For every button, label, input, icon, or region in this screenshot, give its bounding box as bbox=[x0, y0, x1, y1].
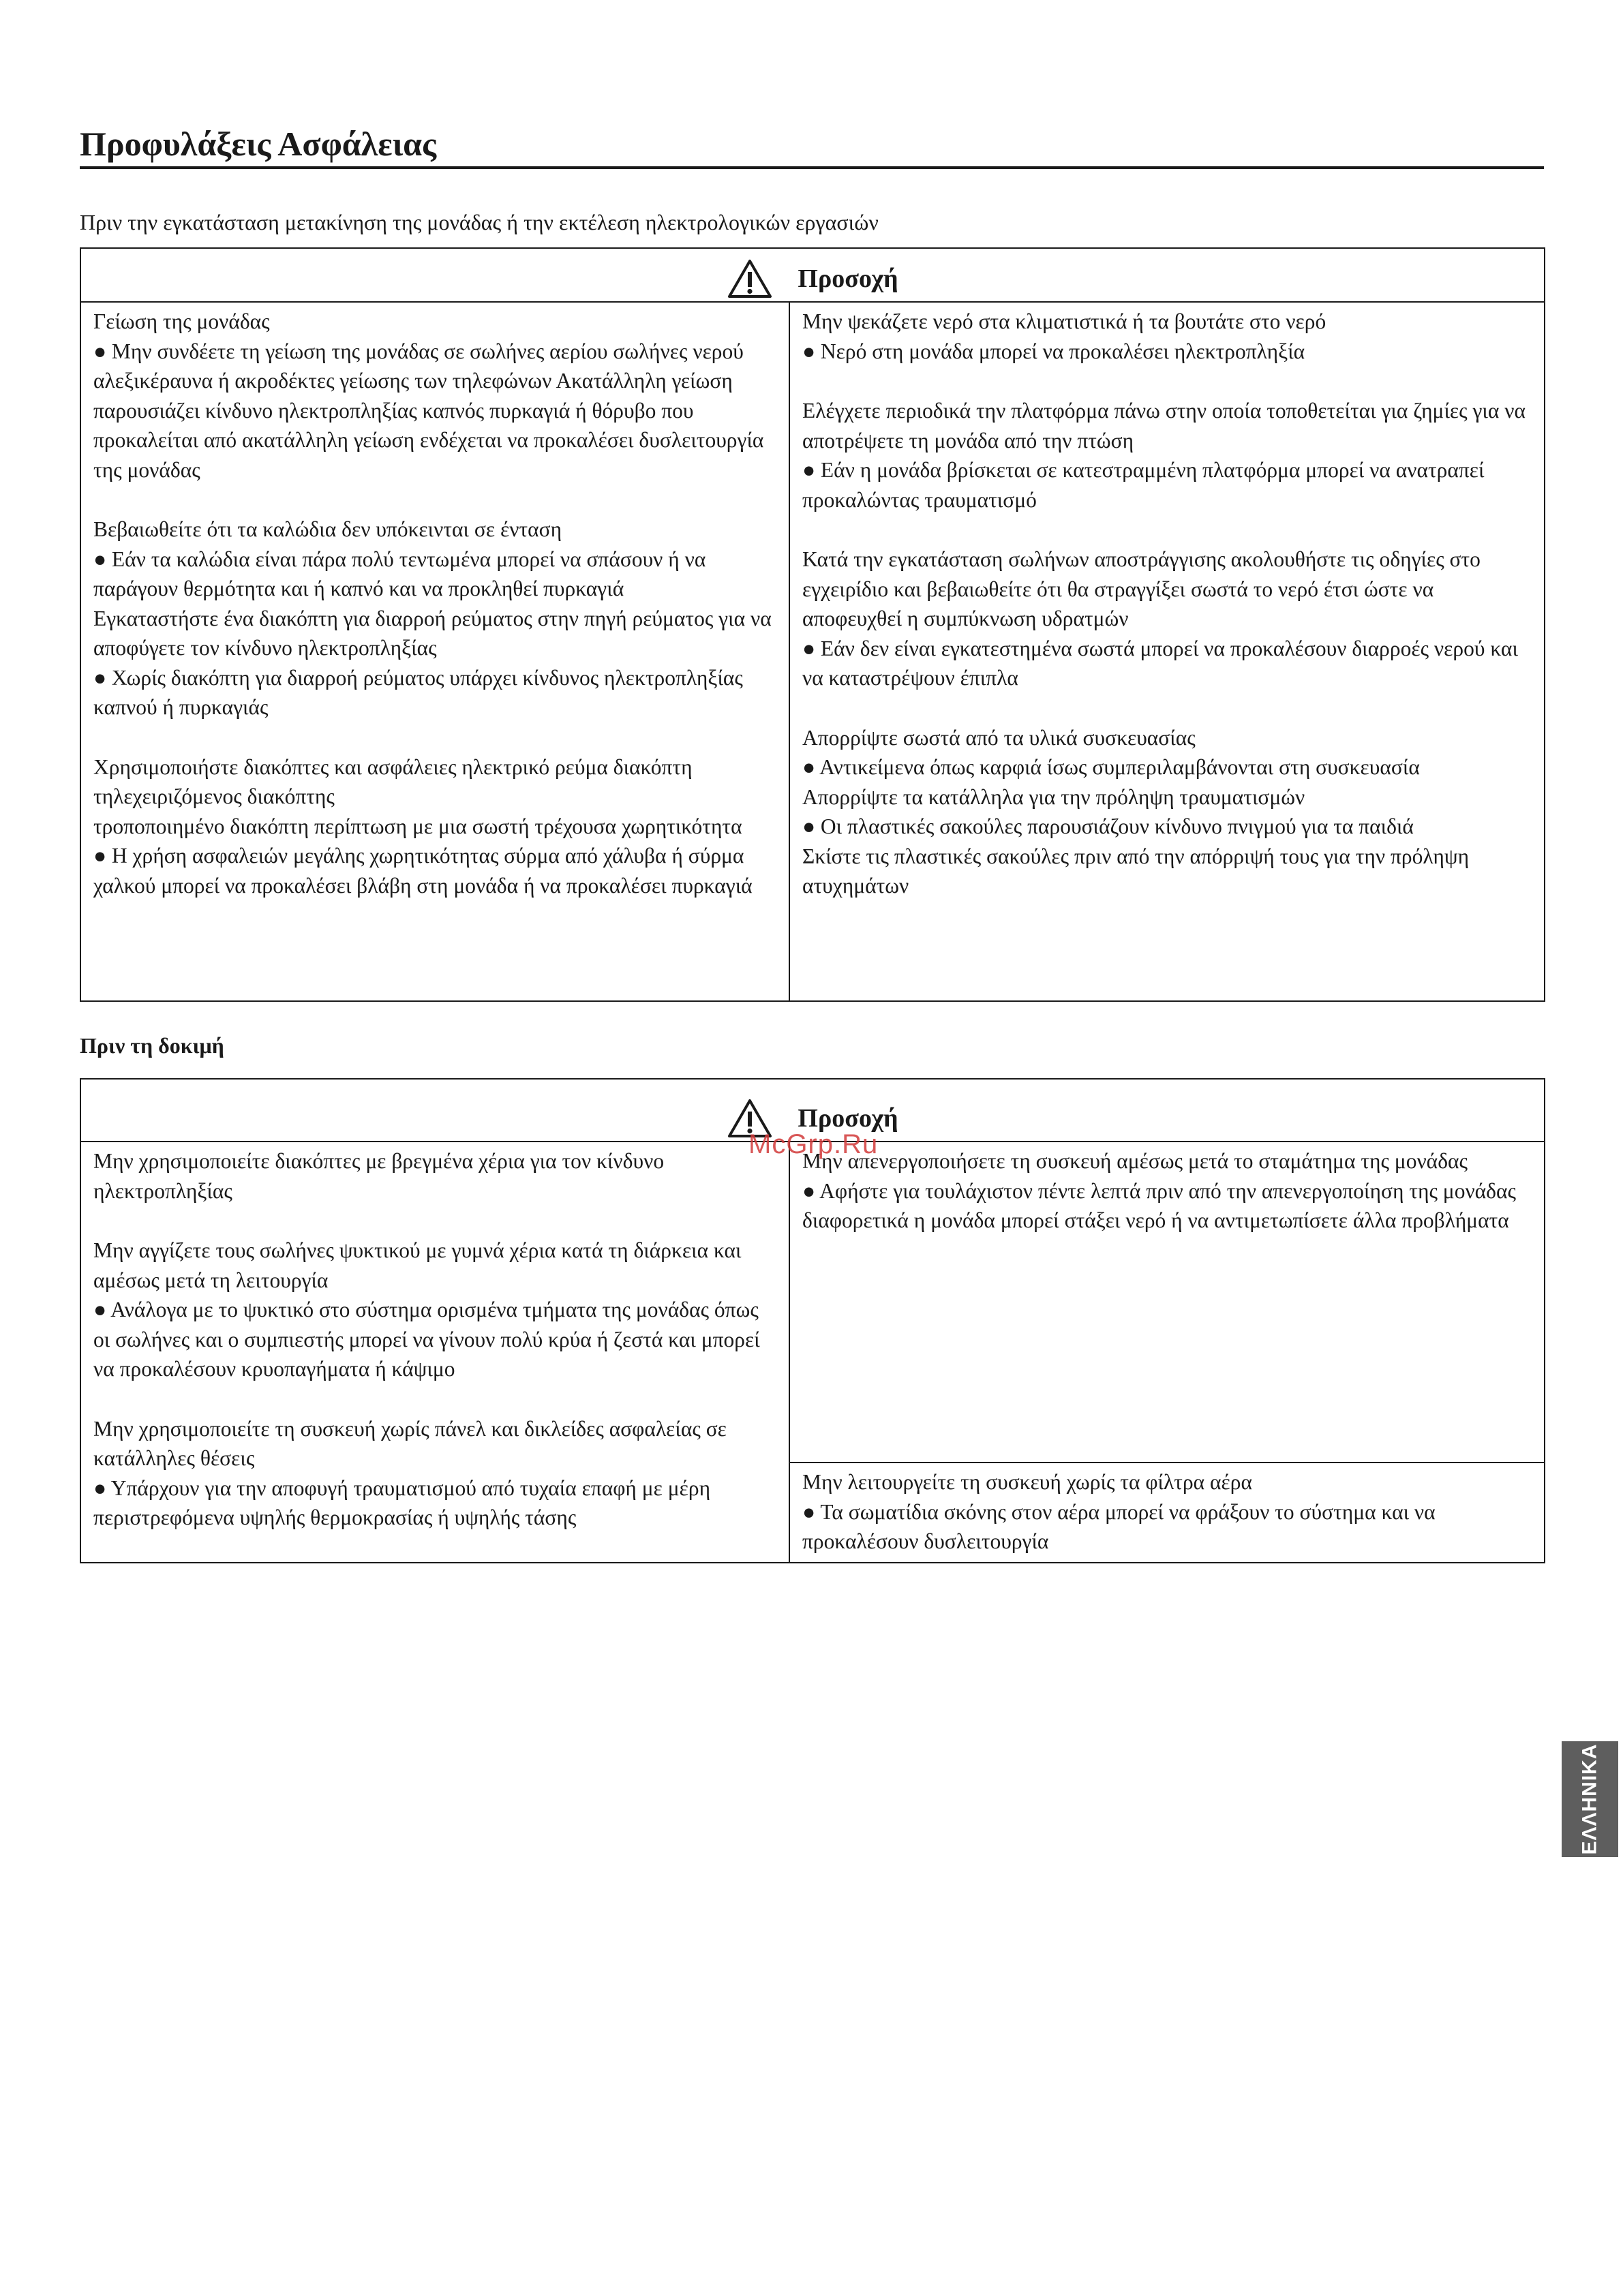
caution-header bbox=[80, 248, 1545, 302]
caution-list bbox=[802, 307, 1532, 901]
caution-right-column bbox=[789, 302, 1545, 1001]
caution-table-installation bbox=[80, 247, 1545, 1002]
bullet-item: ● Αντικείμενα όπως καρφιά ίσως συμπεριλαμβάνονται στη συσκευασία bbox=[802, 755, 1420, 779]
caution-list bbox=[802, 1146, 1532, 1236]
caution-list bbox=[802, 1467, 1532, 1557]
paragraph-gap bbox=[93, 1384, 776, 1414]
paragraph-gap bbox=[93, 485, 776, 515]
warning-triangle-icon bbox=[727, 258, 773, 299]
watermark: McGrp.Ru bbox=[748, 1129, 879, 1159]
caution-heading: Σκίστε τις πλαστικές σακούλες πριν από την απόρριψή τους για την πρόληψη ατυχημάτων bbox=[802, 844, 1470, 898]
caution-right-column-lower bbox=[789, 1463, 1545, 1563]
caution-heading: Εγκαταστήστε ένα διακόπτη για διαρροή ρεύματος στην πηγή ρεύματος για να αποφύγετε τον κίνδυνο ηλεκτροπληξίας bbox=[93, 606, 772, 660]
bullet-item: ● Τα σωματίδια σκόνης στον αέρα μπορεί να φράξουν το σύστημα και να προκαλέσουν δυσλειτουργία bbox=[802, 1499, 1436, 1553]
intro-text: Πριν την εγκατάσταση μετακίνηση της μονάδας ή την εκτέλεση ηλεκτρολογικών εργασιών bbox=[80, 210, 879, 234]
caution-list bbox=[93, 1146, 776, 1533]
bullet-item: ● Εάν η μονάδα βρίσκεται σε κατεστραμμένη πλατφόρμα μπορεί να ανατραπεί προκαλώντας τραυματισμό bbox=[802, 458, 1485, 512]
caution-heading: τροποποιημένο διακόπτη περίπτωση με μια σωστή τρέχουσα χωρητικότητα bbox=[93, 814, 742, 838]
paragraph-gap bbox=[802, 366, 1532, 396]
caution-heading: Μην αγγίζετε τους σωλήνες ψυκτικού με γυμνά χέρια κατά τη διάρκεια και αμέσως μετά τη λειτουργία bbox=[93, 1238, 742, 1292]
caution-heading: Μην λειτουργείτε τη συσκευή χωρίς τα φίλτρα αέρα bbox=[802, 1470, 1252, 1494]
caution-heading: Γείωση της μονάδας bbox=[93, 309, 270, 333]
bullet-item: ● Η χρήση ασφαλειών μεγάλης χωρητικότητας σύρμα από χάλυβα ή σύρμα χαλκού μπορεί να προκαλέσει βλάβη στη μονάδα ή να προκαλέσει πυρκαγιά bbox=[93, 844, 753, 898]
caution-heading: Κατά την εγκατάσταση σωλήνων αποστράγγισης ακολουθήστε τις οδηγίες στο εγχειρίδιο και βεβαιωθείτε ότι θα στραγγίξει σωστά το νερό έτσι ώστε να αποφευχθεί η συμπύκνωση υδρατμών bbox=[802, 547, 1481, 630]
bullet-item: ● Χωρίς διακόπτη για διαρροή ρεύματος υπάρχει κίνδυνος ηλεκτροπληξίας καπνού ή πυρκαγιάς bbox=[93, 665, 743, 719]
caution-right-column bbox=[789, 1142, 1545, 1463]
bullet-item: ● Υπάρχουν για την αποφυγή τραυματισμού από τυχαία επαφή με μέρη περιστρεφόμενα υψηλής θερμοκρασίας ή υψηλής τάσης bbox=[93, 1475, 711, 1529]
paragraph-gap bbox=[93, 1206, 776, 1236]
bullet-item: ● Οι πλαστικές σακούλες παρουσιάζουν κίνδυνο πνιγμού για τα παιδιά bbox=[802, 814, 1414, 838]
bullet-item: ● Αφήστε για τουλάχιστον πέντε λεπτά πριν από την απενεργοποίηση της μονάδας διαφορετικά η μονάδα μπορεί στάξει νερό ή να αντιμετωπίσετε άλλα προβλήματα bbox=[802, 1178, 1517, 1232]
paragraph-gap bbox=[93, 722, 776, 752]
section-label-before-test: Πριν τη δοκιμή bbox=[80, 1033, 224, 1058]
caution-header-label: Προσοχή bbox=[798, 1104, 898, 1133]
paragraph-gap bbox=[802, 693, 1532, 723]
caution-heading: Απορρίψτε τα κατάλληλα για την πρόληψη τραυματισμών bbox=[802, 784, 1305, 809]
caution-heading: Μην χρησιμοποιείτε τη συσκευή χωρίς πάνελ και δικλείδες ασφαλείας σε κατάλληλες θέσεις bbox=[93, 1416, 727, 1470]
caution-heading: Απορρίψτε σωστά από τα υλικά συσκευασίας bbox=[802, 725, 1196, 750]
caution-heading: Ελέγχετε περιοδικά την πλατφόρμα πάνω στην οποία τοποθετείται για ζημίες για να αποτρέψετε τη μονάδα από την πτώση bbox=[802, 399, 1526, 453]
caution-heading: Βεβαιωθείτε ότι τα καλώδια δεν υπόκεινται σε ένταση bbox=[93, 517, 562, 541]
language-tab bbox=[1562, 1741, 1618, 1857]
caution-heading: Μην χρησιμοποιείτε διακόπτες με βρεγμένα χέρια για τον κίνδυνο ηλεκτροπληξίας bbox=[93, 1149, 665, 1203]
paragraph-gap bbox=[802, 515, 1532, 545]
bullet-item: ● Νερό στη μονάδα μπορεί να προκαλέσει ηλεκτροπληξία bbox=[802, 339, 1305, 363]
bullet-item: ● Ανάλογα με το ψυκτικό στο σύστημα ορισμένα τμήματα της μονάδας όπως οι σωλήνες και ο συμπιεστής μπορεί να γίνουν πολύ κρύα ή ζεστά και μπορεί να προκαλέσουν κρυοπαγήματα ή κάψιμο bbox=[93, 1298, 760, 1381]
caution-left-column bbox=[80, 1142, 789, 1563]
caution-heading: Χρησιμοποιήστε διακόπτες και ασφάλειες ηλεκτρικό ρεύμα διακόπτη τηλεχειριζόμενος διακόπτης bbox=[93, 754, 693, 808]
bullet-item: ● Εάν τα καλώδια είναι πάρα πολύ τεντωμένα μπορεί να σπάσουν ή να παράγουν θερμότητα και ή καπνό και να προκληθεί πυρκαγιά bbox=[93, 547, 706, 600]
caution-heading: Μην ψεκάζετε νερό στα κλιματιστικά ή τα βουτάτε στο νερό bbox=[802, 309, 1326, 333]
caution-header-label: Προσοχή bbox=[798, 264, 898, 293]
page-title: Προφυλάξεις Ασφάλειας bbox=[80, 123, 1544, 169]
bullet-item: ● Μην συνδέετε τη γείωση της μονάδας σε σωλήνες αερίου σωλήνες νερού αλεξικέραυνα ή ακροδέκτες γείωσης των τηλεφώνων Ακατάλληλη γείωση παρουσιάζει κίνδυνο ηλεκτροπληξίας καπνός πυρκαγιά ή θόρυβο που προκαλείται από ακατάλληλη γείωση ενδέχεται να προκαλέσει δυσλειτουργία της μονάδας bbox=[93, 339, 764, 482]
caution-left-column bbox=[80, 302, 789, 1001]
caution-heading: Μην απενεργοποιήσετε τη συσκευή αμέσως μετά το σταμάτημα της μονάδας bbox=[802, 1149, 1468, 1173]
language-tab-label: ΕΛΛΗΝΙΚΑ bbox=[1578, 1743, 1601, 1855]
bullet-item: ● Εάν δεν είναι εγκατεστημένα σωστά μπορεί να προκαλέσουν διαρροές νερού και να καταστρέψουν έπιπλα bbox=[802, 636, 1518, 690]
caution-list bbox=[93, 307, 776, 900]
